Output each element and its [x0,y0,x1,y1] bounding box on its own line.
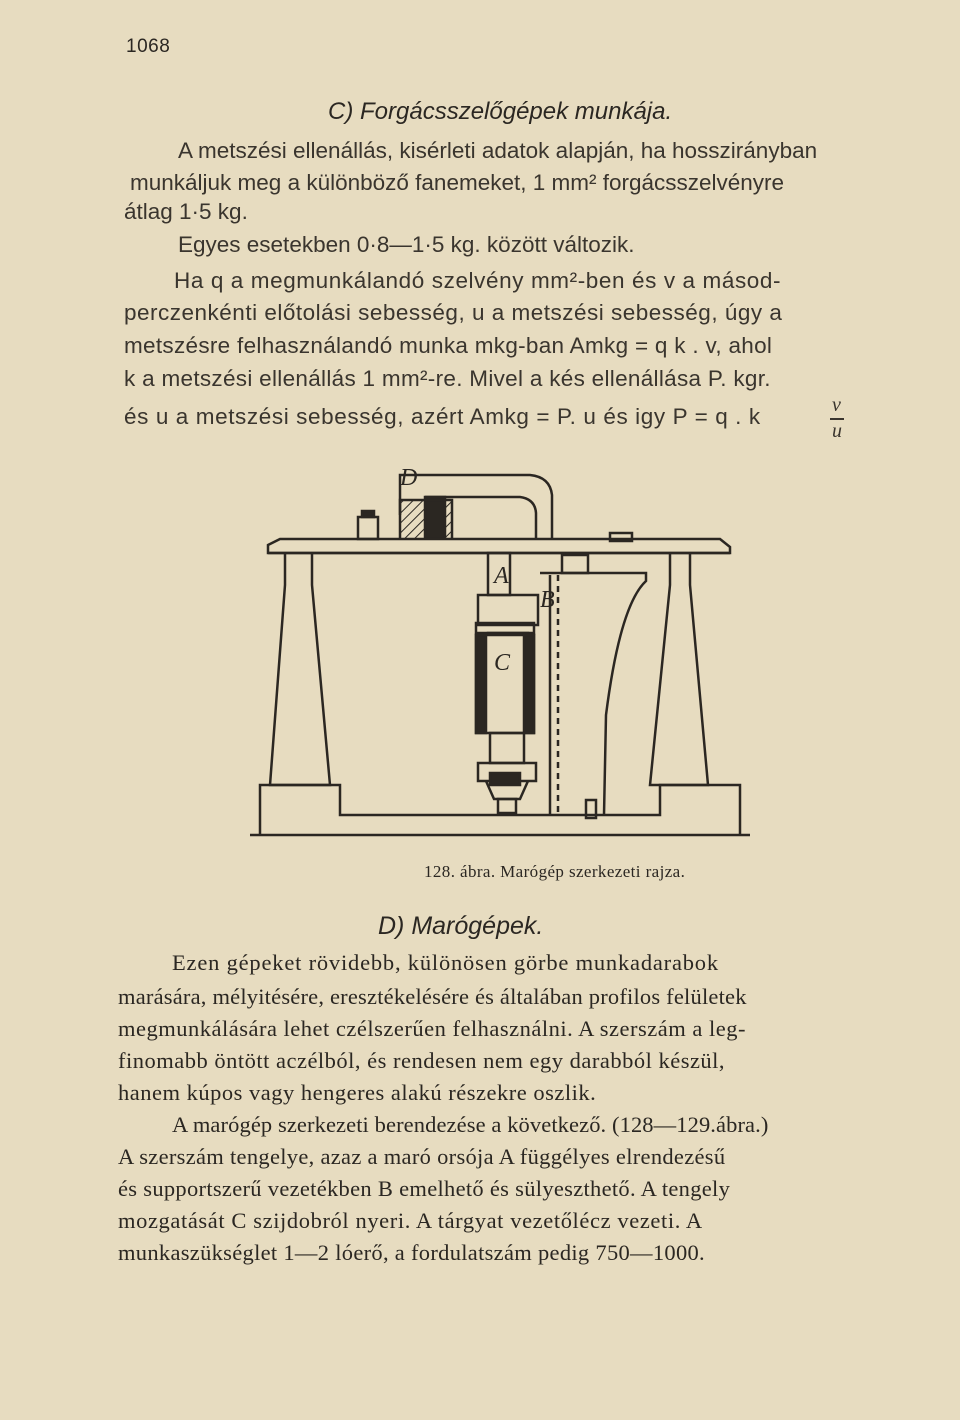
text-line: A marógép szerkezeti berendezése a következő. (128—129.ábra.) [172,1112,769,1137]
text-line: átlag 1·5 kg. [124,199,248,224]
text-line: munkáljuk meg a különböző fanemeket, 1 mm² forgácsszelvényre [130,170,785,195]
text-line: mozgatását C szijdobról nyeri. A tárgyat vezetőlécz vezeti. A [118,1208,703,1233]
text-line: és supportszerű vezetékben B emelhető és sülyeszthető. A tengely [118,1176,731,1201]
drawing-svg [250,455,750,855]
milling-machine-drawing [250,455,750,855]
label-c: C [494,650,511,676]
text-line: munkaszükséglet 1—2 lóerő, a fordulatszám pedig 750—1000. [118,1240,705,1265]
text-line: finomabb öntött aczélból, és rendesen nem egy darabból készül, [118,1048,726,1073]
label-a: A [494,563,509,589]
text-line: hanem kúpos vagy hengeres alakú részekre oszlik. [118,1080,597,1105]
text-line: metszésre felhasználandó munka mkg-ban Amkg = q k . v, ahol [124,333,773,358]
page-number: 1068 [126,36,171,57]
text-line: A metszési ellenállás, kisérleti adatok alapján, ha hosszirányban [178,138,818,163]
text-line: Ha q a megmunkálandó szelvény mm²-ben és v a másod- [174,268,782,293]
section-c-title: C) Forgácsszelőgépek munkája. [328,98,673,125]
label-b: B [540,587,555,613]
text-line: A szerszám tengelye, azaz a maró orsója A függélyes elrendezésű [118,1144,726,1169]
label-d: D [400,465,418,491]
text-line: és u a metszési sebesség, azért Amkg = P. u és igy P = q . k [124,404,761,429]
text-line: Egyes esetekben 0·8—1·5 kg. között változik. [178,232,635,257]
text-line: perczenkénti előtolási sebesség, u a metszési sebesség, úgy a [124,300,783,325]
text-line: Ezen gépeket rövidebb, különösen görbe munkadarabok [172,950,719,975]
fraction-denominator: u [832,420,842,442]
text-line: megmunkálására lehet czélszerűen felhasználni. A szerszám a leg- [118,1016,746,1041]
fraction-numerator: v [832,394,841,416]
figure-caption: 128. ábra. Marógép szerkezeti rajza. [424,862,686,881]
text-line: k a metszési ellenállás 1 mm²-re. Mivel a kés ellenállása P. kgr. [124,366,771,391]
section-d-title: D) Marógépek. [378,912,544,940]
text-line: marására, mélyitésére, eresztékelésére és általában profilos felületek [118,984,747,1009]
